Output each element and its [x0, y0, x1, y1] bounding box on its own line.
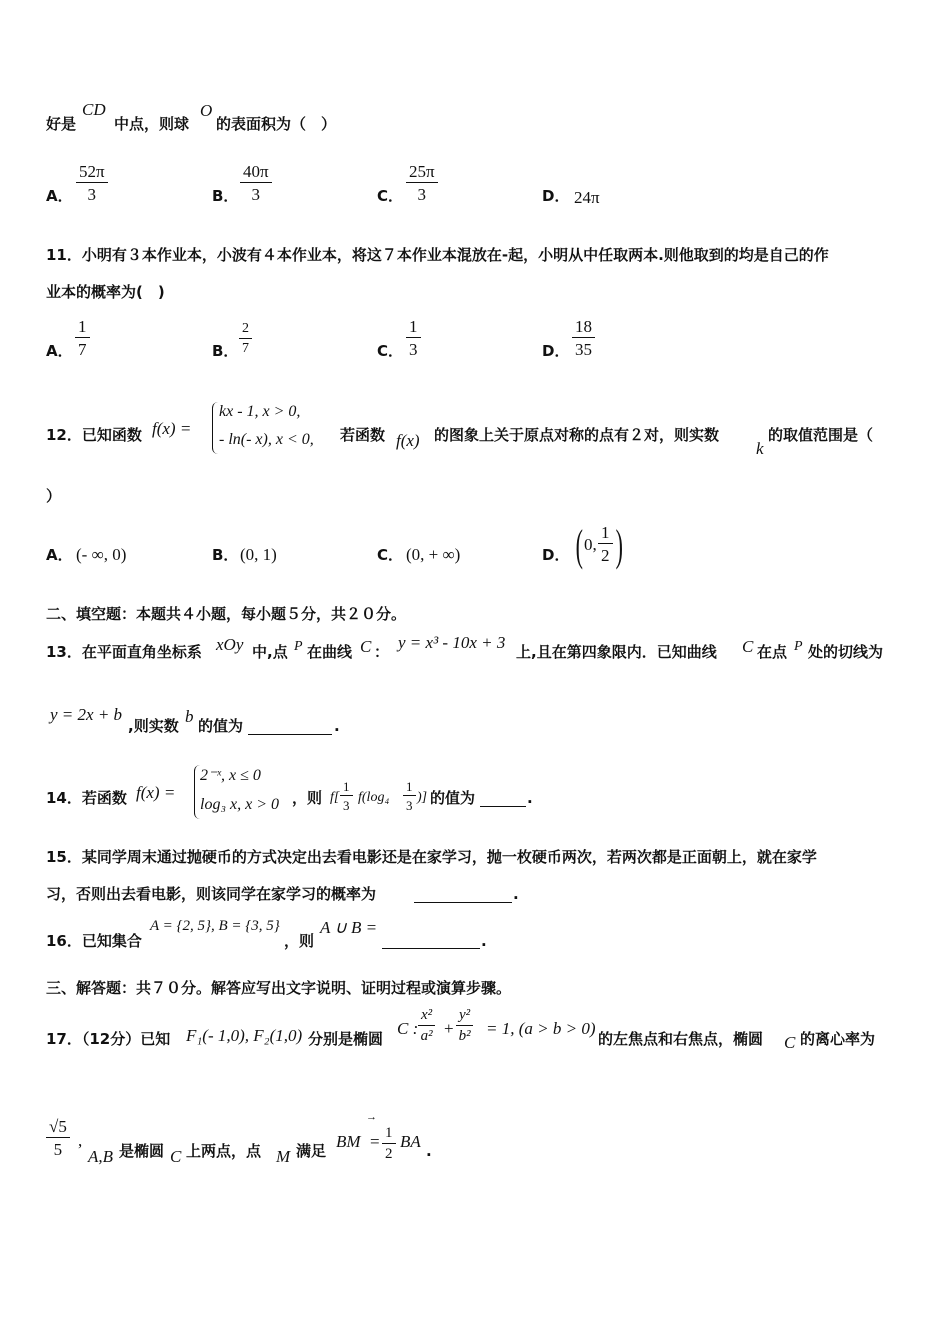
q11-option-c-letter: C． — [377, 342, 404, 360]
q13-point-p: P — [294, 639, 303, 654]
q17-line2-a: 是椭圆 — [119, 1142, 165, 1160]
fraction-denominator: 7 — [78, 340, 87, 359]
q14-case-1: 2⁻ˣ, x ≤ 0 — [200, 767, 261, 784]
q12-question-close: ） — [46, 487, 62, 505]
fraction-numerator: y² — [456, 1008, 473, 1026]
q12-case-1: kx - 1, x > 0, — [219, 403, 301, 420]
q17-prefix: 17．（12分）已知 — [46, 1030, 171, 1048]
fraction-numerator: 25π — [406, 163, 438, 183]
fraction-numerator: 1 — [382, 1126, 396, 1144]
fraction-denominator: 3 — [343, 798, 350, 813]
fraction-numerator: 2 — [239, 322, 252, 339]
fraction-denominator: 3 — [251, 185, 261, 204]
q12-option-c-value: (0, + ∞) — [406, 545, 461, 564]
fraction-numerator: 1 — [340, 780, 353, 796]
fraction-denominator: b² — [458, 1028, 471, 1044]
q17-ellipse-c-2: C — [784, 1033, 796, 1052]
fraction-denominator: 5 — [53, 1140, 63, 1159]
q13-line2-a: ,则实数 — [128, 717, 179, 735]
fraction-denominator: 35 — [575, 340, 592, 359]
q13-end: . — [334, 717, 340, 735]
fraction-numerator: 52π — [76, 163, 108, 183]
q16-sets: A = {2, 5}, B = {3, 5} — [150, 918, 280, 934]
q12-parameter-k: k — [756, 439, 764, 458]
q17-y-fraction — [456, 1008, 473, 1044]
q12-option-d-value: 0, — [584, 535, 597, 554]
q13-text-2: 中,点 — [252, 643, 288, 661]
fraction-denominator: a² — [420, 1028, 433, 1044]
q14-answer-blank[interactable] — [480, 792, 526, 807]
q13-answer-blank[interactable] — [248, 720, 332, 735]
q13-text-5: 上,且在第四象限内．已知曲线 — [516, 643, 717, 661]
q12-option-d-fraction — [598, 524, 613, 564]
q16-answer-blank[interactable] — [382, 934, 480, 949]
q15-line2: 习，否则出去看电影，则该同学在家学习的概率为 — [46, 885, 377, 903]
q16-mid: ，则 — [284, 932, 315, 950]
q17-vector-ba: BA — [400, 1132, 421, 1151]
q17-line2-c: 满足 — [296, 1142, 327, 1160]
fraction-numerator: x² — [418, 1008, 435, 1026]
q17-suffix1: 的左焦点和右焦点，椭圆 — [598, 1030, 764, 1048]
q17-ellipse-c-3: C — [170, 1147, 182, 1166]
q11-option-b-value — [239, 322, 252, 356]
q17-x-fraction — [418, 1008, 435, 1044]
q14-suffix: 的值为 — [430, 789, 476, 807]
q17-half-fraction — [382, 1126, 396, 1162]
q17-foci: F₁(- 1,0), F₂(1,0) — [186, 1026, 303, 1045]
fraction-denominator: 3 — [409, 340, 418, 359]
q13-text-1: 13．在平面直角坐标系 — [46, 643, 202, 661]
q16-prefix: 16．已知集合 — [46, 932, 142, 950]
q12-option-a-letter: A． — [46, 546, 73, 564]
q17-ellipse-c: C : — [397, 1019, 419, 1038]
q10-option-b-letter: B． — [212, 187, 239, 205]
q13-tangent-equation: y = 2x + b — [50, 705, 123, 724]
q11-option-b-letter: B． — [212, 342, 239, 360]
section-3-heading: 三、解答题：共７０分。解答应写出文字说明、证明过程或演算步骤。 — [46, 979, 512, 997]
q14-expr-a: f[ — [330, 790, 340, 805]
fraction-numerator: √5 — [46, 1118, 70, 1138]
q11-option-d-letter: D． — [542, 342, 570, 360]
q15-end: . — [513, 885, 519, 903]
q14-case-2: log₃ x, x > 0 — [200, 796, 280, 813]
fraction-denominator: 3 — [87, 185, 97, 204]
fraction-numerator: 1 — [75, 318, 90, 338]
q10-option-c-value — [406, 163, 438, 203]
q12-option-d-letter: D． — [542, 546, 570, 564]
q12-option-b-letter: B． — [212, 546, 239, 564]
q13-text-7: 处的切线为 — [808, 643, 884, 661]
q17-points-ab: A,B — [88, 1147, 114, 1166]
q17-point-m: M — [276, 1147, 291, 1166]
q11-question-line1: 11．小明有３本作业本，小波有４本作业本，将这７本作业本混放在-起，小明从中任取两本.则他取到的均是自己的作 — [46, 246, 829, 264]
q12-option-d-close-paren: ) — [615, 521, 623, 570]
q13-curve-equation: y = x³ - 10x + 3 — [398, 633, 506, 652]
fraction-numerator: 1 — [598, 524, 613, 544]
q12-function-ref: f(x) — [396, 431, 420, 450]
q12-option-c-letter: C． — [377, 546, 404, 564]
q14-expr-c: )] — [417, 790, 428, 805]
fraction-denominator: 2 — [385, 1146, 393, 1162]
q13-text-3: 在曲线 — [307, 643, 353, 661]
fraction-numerator: 1 — [403, 780, 416, 796]
fraction-numerator: 1 — [406, 318, 421, 338]
q17-plus: + — [444, 1019, 454, 1038]
q12-piecewise-brace — [212, 402, 218, 454]
q16-end: . — [481, 932, 487, 950]
fraction-denominator: 3 — [417, 185, 427, 204]
q17-vector-arrow-icon: → — [366, 1111, 377, 1123]
fraction-denominator: 2 — [601, 546, 610, 565]
q12-function-name: f(x) = — [152, 419, 192, 438]
q17-vector-bm: BM — [336, 1132, 361, 1151]
q11-option-a-value — [75, 318, 90, 358]
q12-option-a-value: (- ∞, 0) — [76, 545, 127, 564]
section-2-heading: 二、填空题：本题共４小题，每小题５分，共２０分。 — [46, 605, 407, 623]
q11-option-d-value — [572, 318, 595, 358]
q13-curve-c: C — [360, 637, 372, 656]
q10-option-a-value — [76, 163, 108, 203]
q14-expr-frac-1 — [340, 780, 353, 812]
q10-option-d-value: 24π — [574, 188, 600, 207]
q17-comma: , — [78, 1131, 83, 1150]
q13-curve-c-2: C — [742, 637, 754, 656]
q17-mid: 分别是椭圆 — [308, 1030, 384, 1048]
q10-segment-cd: CD — [82, 100, 106, 119]
q10-text-post: 的表面积为（ ） — [216, 115, 337, 133]
q13-line2-b: 的值为 — [198, 717, 244, 735]
q10-text-mid: 中点，则球 — [114, 115, 190, 133]
q17-end: . — [426, 1142, 432, 1160]
q13-text-4: ： — [374, 643, 390, 661]
q13-xoy: xOy — [216, 635, 244, 654]
q17-equals: = — [370, 1132, 380, 1151]
q16-union: A ∪ B = — [320, 918, 378, 937]
q14-expr-b: f(log₄ — [358, 790, 390, 805]
q12-case-2: - ln(- x), x < 0, — [219, 431, 314, 448]
fraction-denominator: 7 — [242, 341, 249, 356]
q12-question-mid2: 的图象上关于原点对称的点有２对，则实数 — [434, 426, 720, 444]
q10-option-a-letter: A． — [46, 187, 73, 205]
q17-condition: = 1, (a > b > 0) — [486, 1019, 596, 1038]
q11-option-c-value — [406, 318, 421, 358]
q15-answer-blank[interactable] — [414, 888, 512, 903]
q12-option-d-open-paren: ( — [575, 521, 583, 570]
fraction-numerator: 18 — [572, 318, 595, 338]
fraction-denominator: 3 — [406, 798, 413, 813]
q12-option-b-value: (0, 1) — [240, 545, 277, 564]
q15-line1: 15．某同学周末通过抛硬币的方式决定出去看电影还是在家学习，抛一枚硬币两次，若两次都是正面朝上，就在家学 — [46, 848, 817, 866]
fraction-numerator: 40π — [240, 163, 272, 183]
q17-line2-b: 上两点，点 — [186, 1142, 262, 1160]
q17-suffix2: 的离心率为 — [800, 1030, 876, 1048]
q13-text-6: 在点 — [757, 643, 788, 661]
q12-question-prefix: 12．已知函数 — [46, 426, 142, 444]
q11-option-a-letter: A． — [46, 342, 73, 360]
q14-expr-frac-2 — [403, 780, 416, 812]
q11-question-line2: 业本的概率为( ) — [46, 283, 165, 301]
q14-mid: ，则 — [292, 789, 323, 807]
q12-question-suffix: 的取值范围是（ — [768, 426, 874, 444]
q10-sphere-o: O — [200, 101, 213, 120]
q10-option-b-value — [240, 163, 272, 203]
q17-eccentricity-fraction — [46, 1118, 70, 1158]
q10-option-d-letter: D． — [542, 187, 570, 205]
q14-function-name: f(x) = — [136, 783, 176, 802]
q10-text-pre: 好是 — [46, 115, 77, 133]
q13-variable-b: b — [185, 707, 194, 726]
q14-end: . — [527, 789, 533, 807]
q10-option-c-letter: C． — [377, 187, 404, 205]
q13-point-p-2: P — [794, 639, 803, 654]
q12-question-mid: 若函数 — [340, 426, 386, 444]
q14-prefix: 14．若函数 — [46, 789, 127, 807]
